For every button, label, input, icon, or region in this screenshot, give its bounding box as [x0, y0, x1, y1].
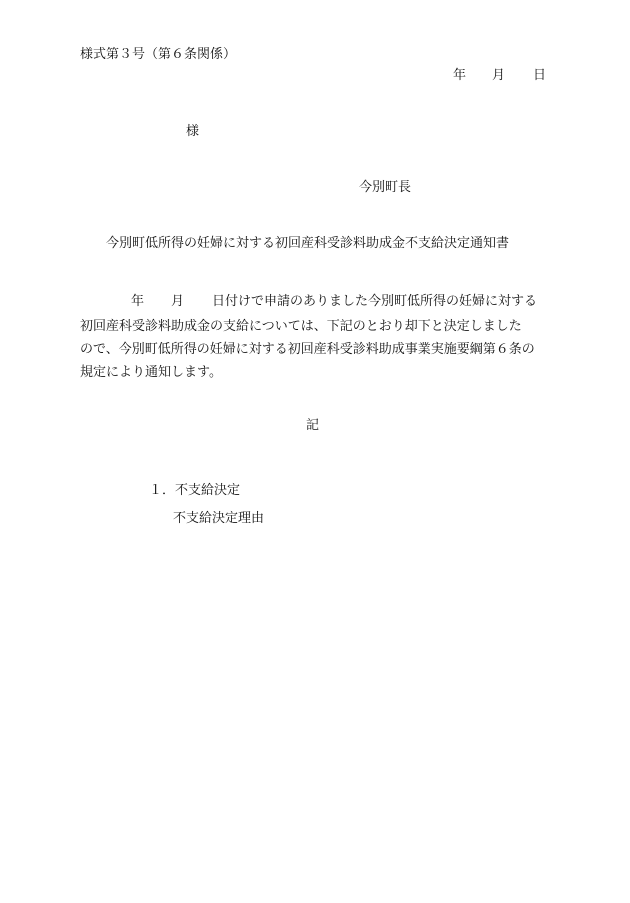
item-non-payment-reason: 不支給決定理由 [173, 511, 265, 526]
body-line-1-text: 日付けで申請のありました今別町低所得の妊婦に対する [212, 294, 538, 309]
body-year-label: 年 [131, 294, 145, 309]
addressee-honorific: 様 [186, 124, 200, 139]
date-year-label: 年 [453, 68, 467, 83]
document-title: 今別町低所得の妊婦に対する初回産科受診料助成金不支給決定通知書 [106, 236, 510, 251]
item-non-payment-decision: １．不支給決定 [149, 483, 241, 498]
body-line-2: 初回産科受診料助成金の支給については、下記のとおり却下と決定しました [80, 319, 522, 334]
form-number: 様式第３号（第６条関係） [80, 47, 237, 62]
body-line-4: 規定により通知します。 [80, 365, 222, 380]
issuer-name: 今別町長 [359, 180, 412, 195]
date-day-label: 日 [533, 68, 547, 83]
body-month-label: 月 [171, 294, 185, 309]
ki-heading: 記 [306, 418, 320, 433]
body-line-3: ので、今別町低所得の妊婦に対する初回産科受診料助成事業実施要綱第６条の [80, 342, 535, 357]
date-month-label: 月 [492, 68, 506, 83]
